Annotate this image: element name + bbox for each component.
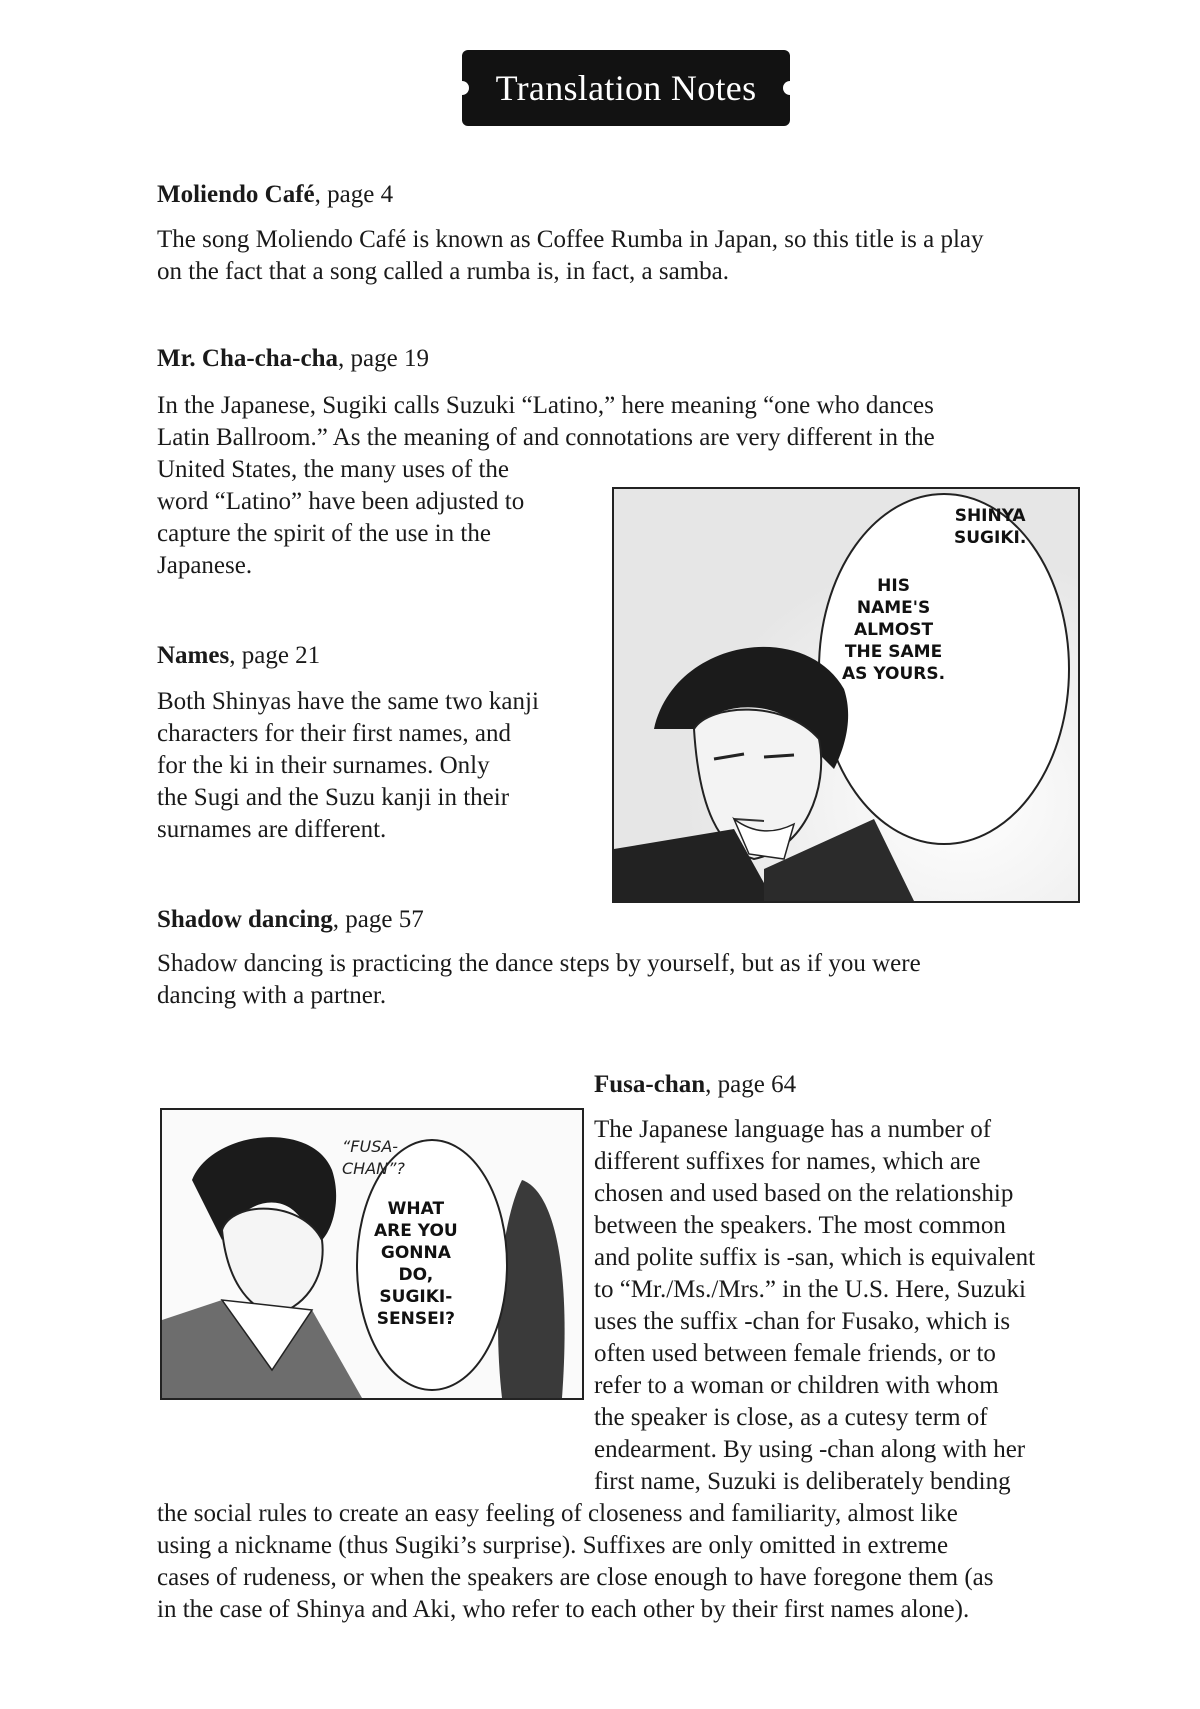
body-line: The Japanese language has a number of [594, 1116, 992, 1143]
body-line: capture the spirit of the use in the [157, 520, 491, 547]
bubble-line: DO, [398, 1265, 434, 1285]
body-line: the social rules to create an easy feeling of closeness and familiarity, almost like [157, 1500, 958, 1527]
manga-panel-sugiki [612, 487, 1080, 903]
heading-page-ref: , page 19 [338, 345, 429, 372]
note-body-shadow [157, 948, 921, 1012]
handwritten-line: “FUSA- [342, 1137, 399, 1156]
heading-title: Names [157, 642, 230, 669]
body-line: surnames are different. [157, 816, 387, 843]
bubble-line: SHINYA [954, 506, 1026, 526]
heading-page-ref: , page 21 [229, 642, 321, 669]
body-line: Latin Ballroom.” As the meaning of and connotations are very different in the [157, 424, 935, 451]
note-body-fusa-chan [594, 1114, 1035, 1498]
heading-page-ref: , page 57 [332, 906, 424, 933]
bubble-line: ARE YOU [374, 1221, 458, 1241]
body-line: the Sugi and the Suzu kanji in their [157, 784, 510, 811]
panel-artwork [614, 489, 1078, 901]
heading-page-ref: , page 4 [314, 181, 394, 208]
body-line: using a nickname (thus Sugiki’s surprise). Suffixes are only omitted in extreme [157, 1532, 949, 1559]
body-line: Japanese. [157, 552, 253, 579]
body-line: often used between female friends, or to [594, 1340, 996, 1367]
bubble-line: AS YOURS. [842, 664, 946, 684]
bubble-line: NAME'S [856, 598, 931, 618]
body-line: In the Japanese, Sugiki calls Suzuki “Latino,” here meaning “one who dances [157, 392, 934, 419]
bubble-line: THE SAME [844, 642, 943, 662]
body-line: between the speakers. The most common [594, 1212, 1006, 1239]
bubble-line: SUGIKI- [379, 1287, 453, 1307]
body-line: The song Moliendo Café is known as Coffee Rumba in Japan, so this title is a play [157, 226, 984, 253]
body-line: chosen and used based on the relationship [594, 1180, 1014, 1207]
bubble-line: SUGIKI. [954, 528, 1027, 548]
handwritten-line: CHAN”? [342, 1159, 405, 1178]
heading-title: Moliendo Café [157, 181, 315, 208]
bubble-line: ALMOST [853, 620, 934, 640]
body-line: refer to a woman or children with whom [594, 1372, 999, 1399]
note-heading-fusa-chan [594, 1070, 796, 1100]
body-line: in the case of Shinya and Aki, who refer to each other by their first names alone). [157, 1596, 970, 1623]
body-line: for the ki in their surnames. Only [157, 752, 490, 779]
note-heading-moliendo [157, 180, 393, 210]
body-line: the speaker is close, as a cutesy term of [594, 1404, 988, 1431]
body-line: Both Shinyas have the same two kanji [157, 688, 539, 715]
manga-panel-fusa-chan [160, 1108, 584, 1400]
body-line: and polite suffix is -san, which is equivalent [594, 1244, 1036, 1271]
body-line: cases of rudeness, or when the speakers are close enough to have foregone them (as [157, 1564, 994, 1591]
body-line: first name, Suzuki is deliberately bending [594, 1468, 1011, 1495]
body-line: dancing with a partner. [157, 982, 387, 1009]
bubble-line: GONNA [380, 1243, 451, 1263]
bubble-line: WHAT [387, 1199, 445, 1219]
body-line: to “Mr./Ms./Mrs.” in the U.S. Here, Suzuki [594, 1276, 1026, 1303]
bubble-line: HIS [877, 576, 910, 596]
page-title: Translation Notes [462, 50, 790, 126]
note-body-fusa-chan-continued [157, 1498, 994, 1626]
heading-title: Shadow dancing [157, 906, 333, 933]
body-line: United States, the many uses of the [157, 456, 510, 483]
heading-title: Mr. Cha-cha-cha [157, 345, 339, 372]
speech-bubble-name [954, 505, 1026, 549]
body-line: endearment. By using -chan along with her [594, 1436, 1026, 1463]
body-line: uses the suffix -chan for Fusako, which is [594, 1308, 1011, 1335]
speech-bubble-same-name [842, 575, 945, 685]
note-heading-chachacha [157, 344, 429, 374]
heading-page-ref: , page 64 [705, 1071, 797, 1098]
body-line: word “Latino” have been adjusted to [157, 488, 525, 515]
heading-title: Fusa-chan [594, 1071, 706, 1098]
note-body-moliendo [157, 224, 984, 288]
speech-bubble-sugiki-sensei [374, 1198, 458, 1330]
bubble-line: SENSEI? [376, 1309, 455, 1329]
body-line: different suffixes for names, which are [594, 1148, 981, 1175]
body-line: characters for their first names, and [157, 720, 512, 747]
note-body-names [157, 686, 539, 846]
handwritten-fusa-chan [342, 1136, 405, 1180]
body-line: Shadow dancing is practicing the dance steps by yourself, but as if you were [157, 950, 921, 977]
body-line: on the fact that a song called a rumba is, in fact, a samba. [157, 258, 730, 285]
note-heading-shadow [157, 905, 424, 935]
note-heading-names [157, 641, 320, 671]
